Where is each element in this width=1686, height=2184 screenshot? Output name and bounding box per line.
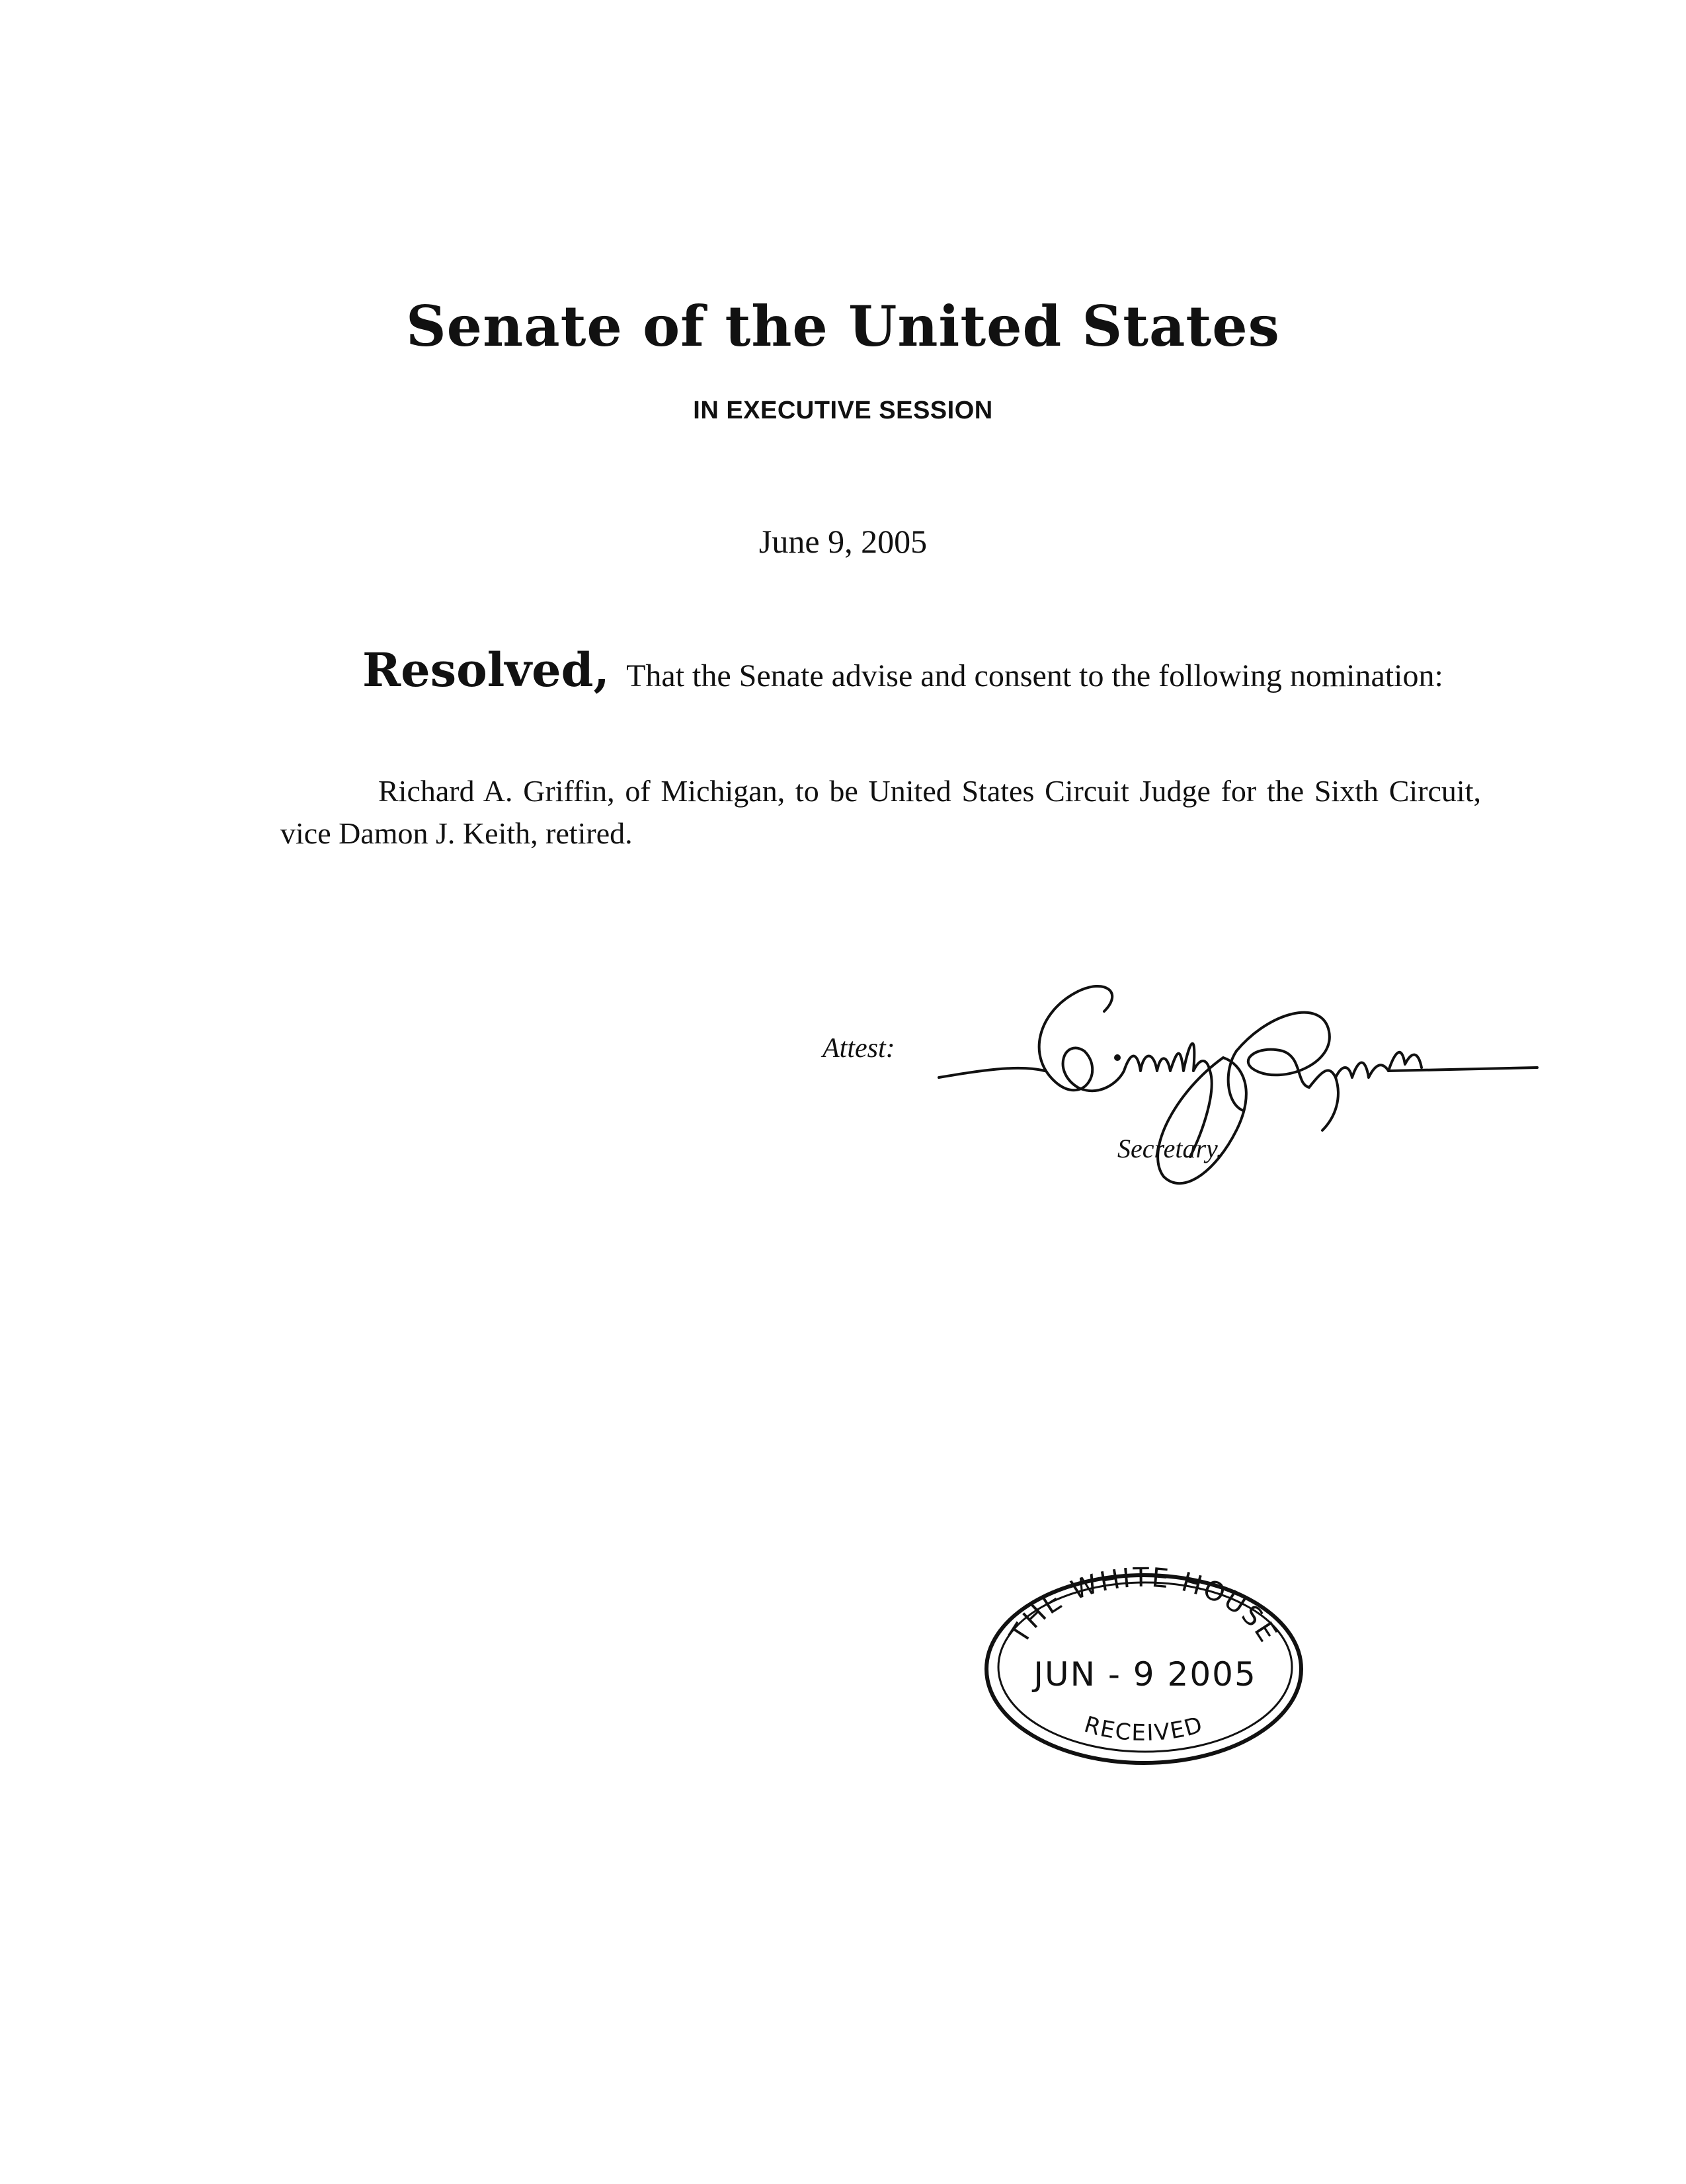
stamp-bottom-text: RECEIVED [1081, 1711, 1207, 1747]
secretary-title: Secretary. [1117, 1134, 1223, 1163]
resolved-word: Resolved, [362, 643, 610, 697]
attest-label: Attest: [823, 1033, 895, 1064]
stamp-top-text: THE WHITE HOUSE [1004, 1562, 1284, 1649]
svg-text:RECEIVED [1081, 1711, 1207, 1746]
senate-heading: Senate of the United States [406, 293, 1280, 359]
white-house-received-stamp [972, 1560, 1316, 1772]
resolution-date: June 9, 2005 [758, 523, 928, 560]
nomination-paragraph: Richard A. Griffin, of Michigan, to be United States Circuit Judge for the Sixth Circuit, vice Damon J. Keith, retired. [280, 774, 1481, 850]
session-subheading: IN EXECUTIVE SESSION [693, 397, 993, 424]
svg-text:THE WHITE HOUSE [1004, 1563, 1284, 1649]
secretary-signature [926, 972, 1554, 1210]
resolution-line [362, 643, 1443, 697]
resolution-text: That the Senate advise and consent to the following nomination: [626, 658, 1443, 693]
stamp-date: JUN - 9 2005 [1033, 1655, 1257, 1694]
